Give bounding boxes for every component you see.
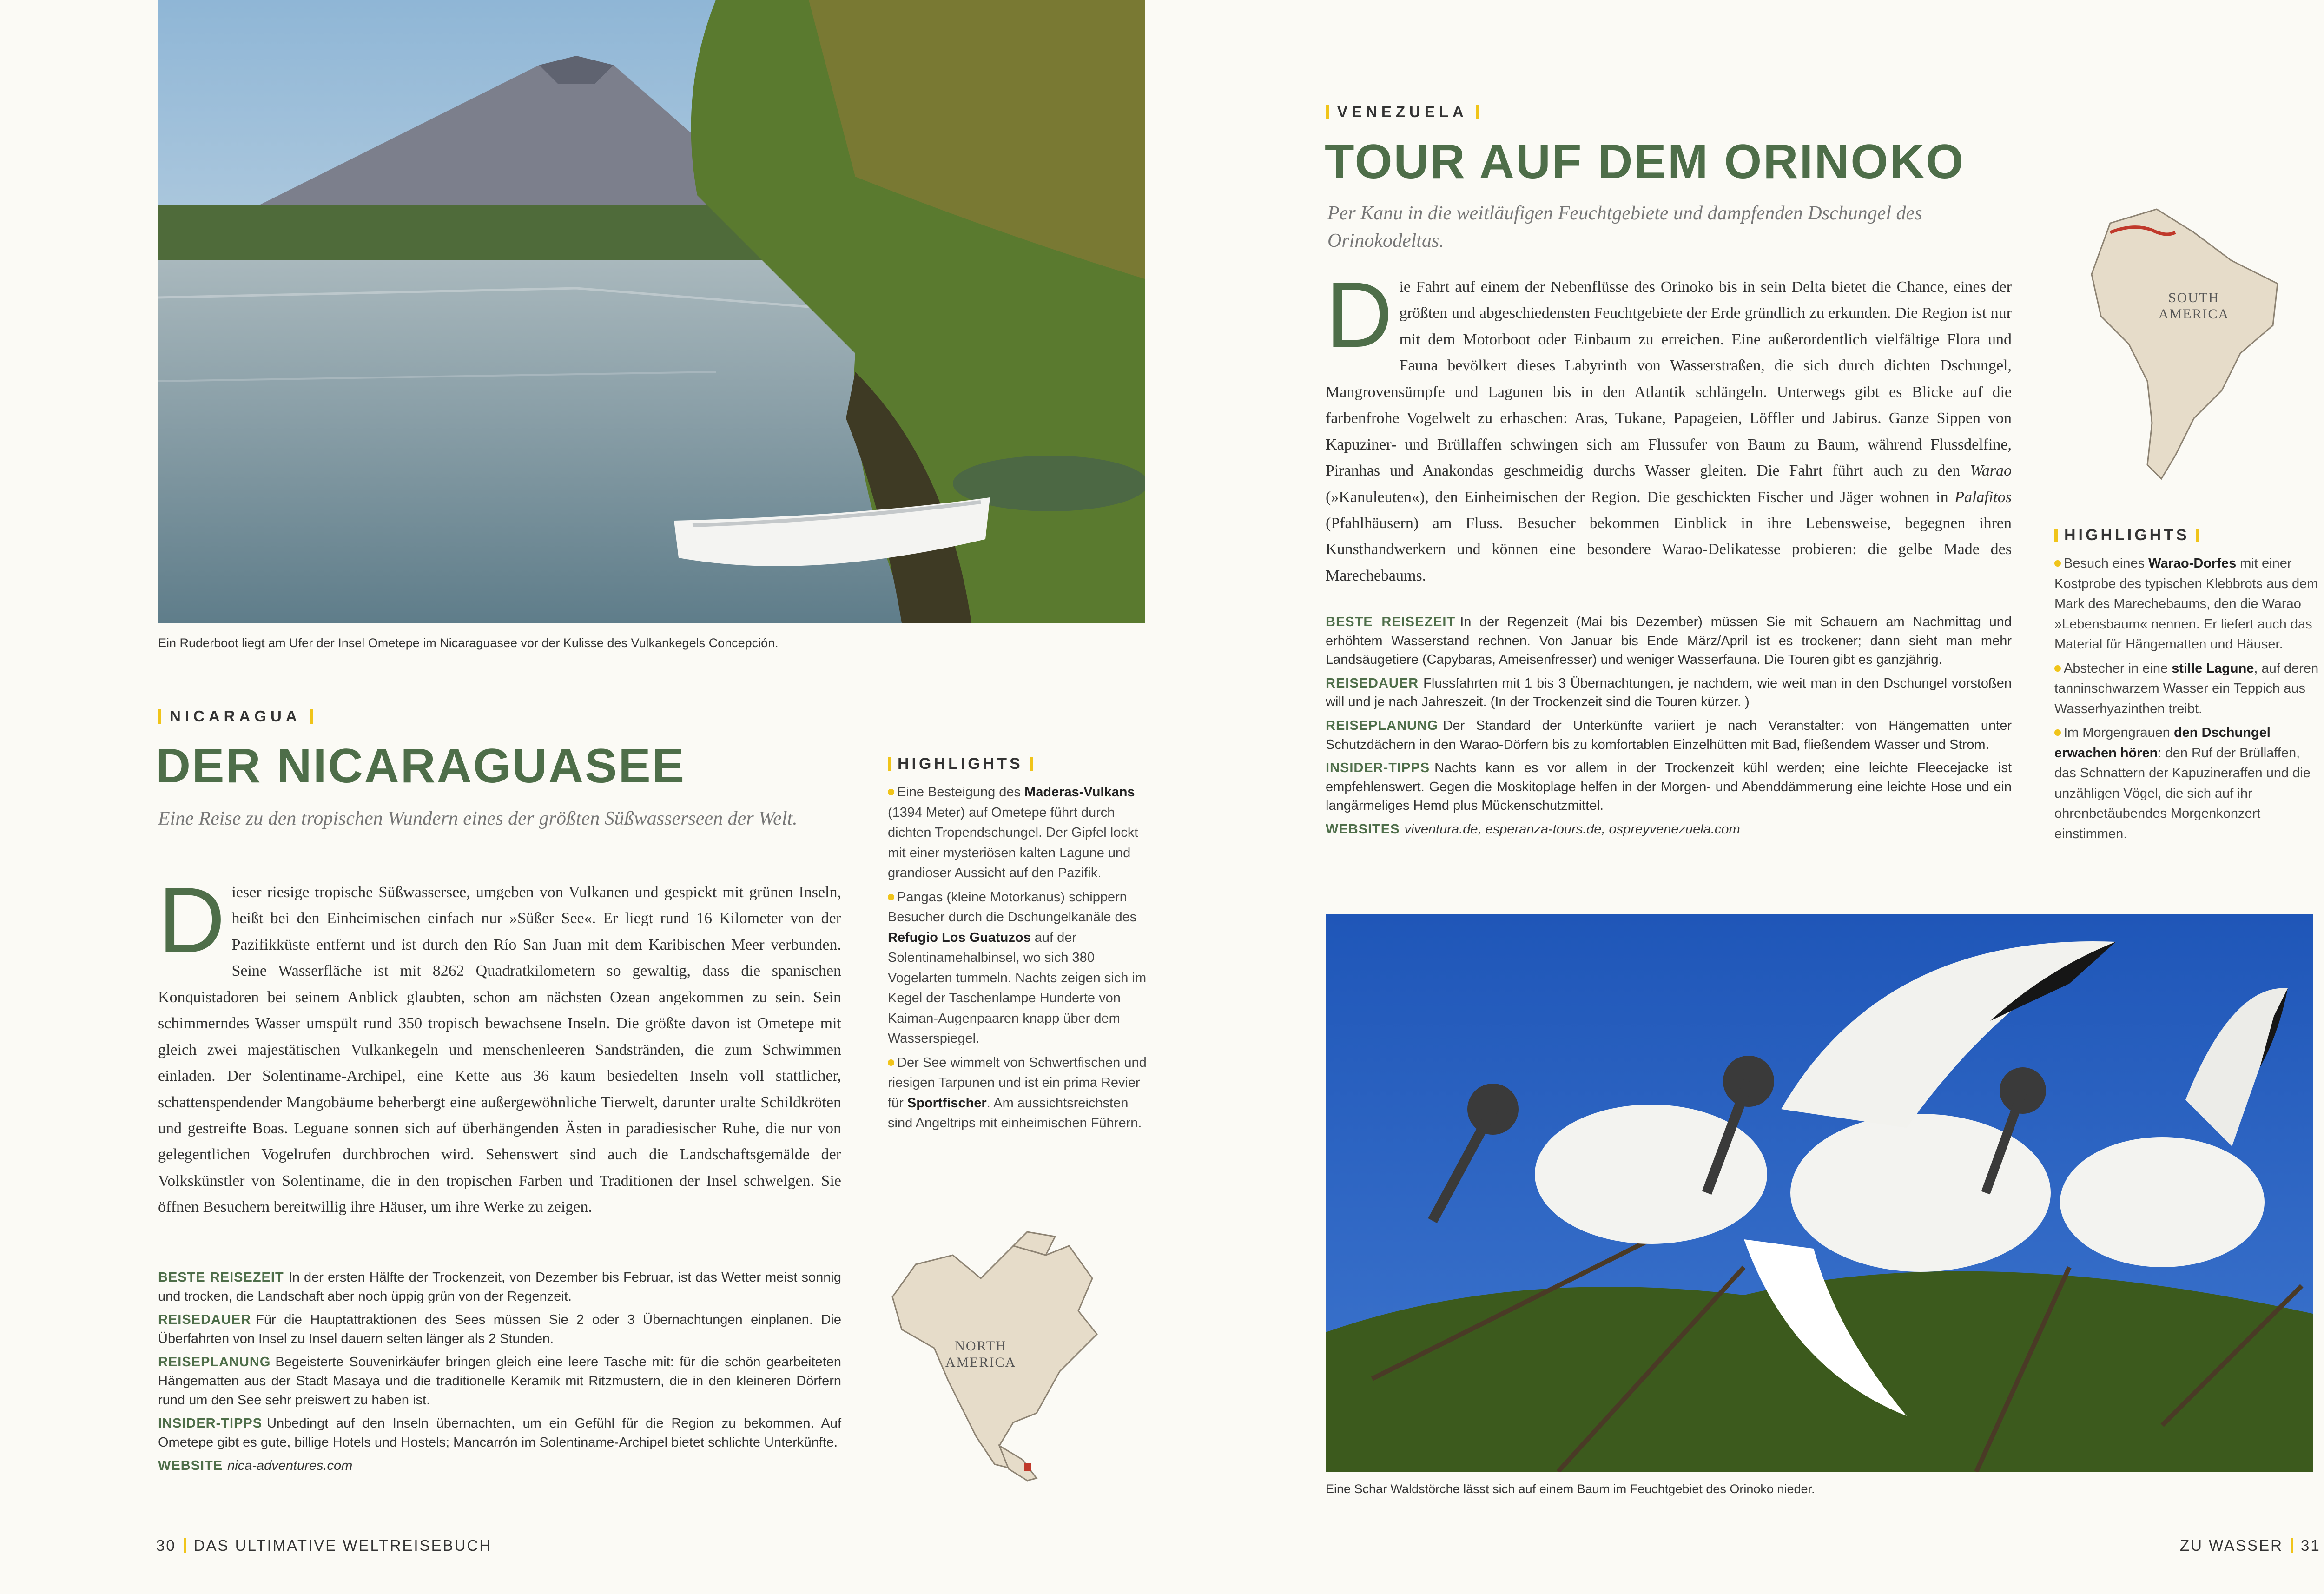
highlight-item: Abstecher in eine stille Lagune, auf deren tanninschwarzem Wasser ein Teppich aus Wasserhyazinthen treibt. — [2054, 661, 2319, 716]
orinoko-dek: Per Kanu in die weitläufigen Feuchtgebiete und dampfenden Dschungel des Orinokodeltas. — [1327, 203, 1922, 251]
map-label-south: SOUTH — [2168, 290, 2220, 305]
bullet-icon — [2054, 665, 2061, 672]
kicker-bar-left — [158, 709, 161, 724]
fact-websites: WEBSITES viventura.de, esperanza-tours.de, ospreyvenezuela.com — [1326, 821, 1740, 837]
nicaragua-body — [158, 868, 841, 1221]
orinoko-facts — [1326, 613, 2012, 844]
map-label-north: NORTH — [955, 1338, 1007, 1354]
highlights-heading: HIGHLIGHTS — [888, 752, 1148, 776]
right-footer — [2180, 1537, 2321, 1554]
fact-beste-reisezeit: BESTE REISEZEIT In der Regenzeit (Mai bis Dezember) müssen Sie mit Schauern am Nachmittag und erhöhtem Wasserstand rechnen. Von Januar bis Ende März/April ist es trockener; dann sieht man mehr Landsäugetiere (Capybaras, Ameisenfresser) und weniger Wasserfauna. Die Touren gibt es ganzjährig. — [1326, 615, 2012, 668]
orinoko-body: Die Fahrt auf einem der Nebenflüsse des Orinoko bis in sein Delta bietet die Chance, eines der größten und abgeschiedensten Feuchtgebiete der Erde gründlich zu erkunden. Die Region ist nur mit dem Motorboot oder Einbaum zu erreichen. Eine außerordentlich vielfältige Flora und Fauna bevölkert dieses Labyrinth von Wasserstraßen, die sich durch dichten Dschungel, Mangrovensümpfe und Lagunen bis in den Atlantik schlängeln. Unterwegs gibt es Blicke auf die farbenfrohe Vogelwelt zu erhaschen: Aras, Tukane, Papageien, Löffler und Jabirus. Ganze Sippen von Kapuziner- und Brüllaffen schwingen sich am Flussufer von Baum zu Baum, während Flussdelfine, Piranhas und Anakondas geschmeidig durchs Wasser gleiten. Die Fahrt führt auch zu den Warao (»Kanuleuten«), den Einheimischen der Region. Die geschickten Fischer und Jäger wohnen in Palafitos (Pfahlhäusern) am Fluss. Besucher bekommen Einblick in ihre Lebensweise, begegnen ihren Kunsthandwerkern und können eine besondere Warao-Delikatesse probieren: die gelbe Made des Marechebaums. — [1326, 263, 2012, 584]
nicaragua-dropcap: D — [158, 868, 225, 972]
highlight-item: Besuch eines Warao-Dorfes mit einer Kostprobe des typischen Klebbrots aus dem Mark des Marechebaums, den die Warao »Lebensbaum« nennen. Er liefert auch das Material für Hängematten und Häuser. — [2054, 556, 2318, 652]
fact-website: WEBSITE nica-adventures.com — [158, 1458, 353, 1474]
map-label-america: AMERICA — [2158, 306, 2230, 322]
nicaragua-kicker — [158, 708, 313, 725]
websites-links[interactable]: viventura.de, esperanza-tours.de, ospreyvenezuela.com — [1404, 821, 1740, 837]
nicaragua-facts — [158, 1268, 841, 1480]
fact-reiseplanung: REISEPLANUNG Der Standard der Unterkünfte variiert je nach Veranstalter: von Hängematten unter Schutzdächern in den Warao-Dörfern bis zu komfortablen Einzelhütten mit Bad, fließendem Wasser und Strom. — [1326, 718, 2012, 752]
north-america-map — [874, 1227, 1134, 1488]
fact-reisedauer: REISEDAUER Für die Hauptattraktionen des Sees müssen Sie 2 oder 3 Übernachtungen einplanen. Die Überfahrten von Insel zu Insel dauern selten länger als 2 Stunden. — [158, 1312, 841, 1346]
highlight-item: Im Morgengrauen den Dschungel erwachen hören: den Ruf der Brüllaffen, das Schnattern der Kapuzineraffen und die unzähligen Vögel, die sich auf ihr ohrenbetäubendes Morgenkonzert einstimmen. — [2054, 725, 2311, 841]
highlight-item: Pangas (kleine Motorkanus) schippern Besucher durch die Dschungelkanäle des Refugio Los Guatuzos auf der Solentinamehalbinsel, wo sich 380 Vogelarten tummeln. Nachts zeigen sich im Kegel der Taschenlampe Hunderte von Kaiman-Augenpaaren knapp über dem Wasserspiegel. — [888, 889, 1147, 1046]
highlight-item: Eine Besteigung des Maderas-Vulkans (1394 Meter) auf Ometepe führt durch dichten Tropendschungel. Der Gipfel lockt mit einer mysteriösen kalten Lagune und grandioser Aussicht auf den Pazifik. — [888, 785, 1138, 880]
orinoko-highlights — [2054, 523, 2319, 848]
orinoko-title: TOUR AUF DEM ORINOKO — [1325, 135, 1965, 189]
nicaragua-kicker-text: NICARAGUA — [170, 708, 301, 725]
left-footer — [156, 1537, 492, 1554]
book-title: DAS ULTIMATIVE WELTREISEBUCH — [193, 1537, 492, 1554]
venezuela-kicker — [1326, 103, 1479, 121]
highlight-item: Der See wimmelt von Schwertfischen und riesigen Tarpunen und ist ein prima Revier für Sportfischer. Am aussichtsreichsten sind Angeltrips mit einheimischen Führern. — [888, 1055, 1147, 1131]
south-america-map — [2054, 205, 2287, 483]
nicaragua-photo — [158, 0, 1145, 623]
bullet-icon — [888, 894, 894, 900]
nicaragua-body-text: ieser riesige tropische Süßwassersee, umgeben von Vulkanen und gespickt mit grünen Inseln, heißt bei den Einheimischen einfach nur »Süßer See«. Er liegt rund 16 Kilometer von der Pazifikküste entfernt und ist durch den Río San Juan mit dem Karibischen Meer verbunden. Seine Wasserfläche ist mit 8262 Quadratkilometern so gewaltig, dass die spanischen Konquistadoren bei seinem Anblick glaubten, schon am nächsten Ozean angekommen zu sein. Sein schimmerndes Wasser umspült rund 350 tropisch bewachsene Inseln. Die größte davon ist Ometepe mit gleich zwei majestätischen Vulkankegeln und menschenleeren Sandstränden, die zum Schwimmen einladen. Der Solentiname-Archipel, eine Kette aus 36 kaum besiedelten Inseln voll stattlicher, schattenspendender Mangobäume beherbergt eine außergewöhnliche Tierwelt, darunter uralte Schildkröten und gestreifte Boas. Leguane sonnen sich auf überhängenden Ästen in paradiesischer Ruhe, die nur von gelegentlichen Vogelrufen durchbrochen wird. Sehenswert sind auch die Landschaftsgemälde der Volkskünstler von Solentiname, die in den tropischen Farben und Traditionen der Insel schwelgen. Sie öffnen Besuchern bereitwillig ihre Häuser, um ihre Werke zu zeigen. — [158, 884, 841, 1216]
bullet-icon — [2054, 560, 2061, 567]
fact-reisedauer: REISEDAUER Flussfahrten mit 1 bis 3 Übernachtungen, je nachdem, wie weit man in den Dschungel vorstoßen will und je nach Jahreszeit. (In der Trockenzeit sind die Touren kürzer. ) — [1326, 675, 2012, 710]
nicaragua-title: DER NICARAGUASEE — [156, 739, 686, 793]
nicaragua-highlights — [888, 752, 1148, 1138]
fact-insider-tipps: INSIDER-TIPPS Unbedingt auf den Inseln übernachten, um ein Gefühl für die Region zu bekommen. Auf Ometepe gibt es gute, billige Hotels und Hostels; Mancarrón im Solentiname-Archipel bietet schlichte Unterkünfte. — [158, 1416, 841, 1450]
page-number-right: 31 — [2300, 1537, 2321, 1554]
section-name: ZU WASSER — [2180, 1537, 2283, 1554]
fact-reiseplanung: REISEPLANUNG Begeisterte Souvenirkäufer bringen gleich eine leere Tasche mit: für die schön gearbeiteten Hängematten aus der Stadt Masaya und die traditionelle Keramik mit Ritzmustern, die in den kleineren Dörfern rund um den See sehr preiswert zu haben ist. — [158, 1355, 841, 1408]
fact-insider-tipps: INSIDER-TIPPS Nachts kann es vor allem in der Trockenzeit kühl werden; eine leichte Fleecejacke ist empfehlenswert. Gegen die Moskitoplage helfen in der Morgen- und Abenddämmerung eine leichte Hose und ein langärmeliges Hemd plus Mückenschutzmittel. — [1326, 761, 2012, 814]
nicaragua-photo-caption: Ein Ruderboot liegt am Ufer der Insel Ometepe im Nicaraguasee vor der Kulisse des Vulkankegels Concepción. — [158, 636, 779, 650]
venezuela-kicker-text: VENEZUELA — [1337, 103, 1468, 120]
storks-photo-caption: Eine Schar Waldstörche lässt sich auf einem Baum im Feuchtgebiet des Orinoko nieder. — [1326, 1482, 1815, 1496]
kicker-bar-right — [310, 709, 313, 724]
map-label-america: AMERICA — [945, 1355, 1017, 1370]
website-link[interactable]: nica-adventures.com — [227, 1458, 353, 1474]
highlights-heading: HIGHLIGHTS — [2054, 523, 2319, 547]
page-number-left: 30 — [156, 1537, 176, 1554]
bullet-icon — [2054, 729, 2061, 736]
storks-photo — [1326, 914, 2313, 1472]
bullet-icon — [888, 1059, 894, 1066]
fact-beste-reisezeit: BESTE REISEZEIT In der ersten Hälfte der Trockenzeit, von Dezember bis Februar, ist das Wetter meist sonnig und trocken, die Landschaft aber noch üppig grün von der Regenzeit. — [158, 1270, 841, 1304]
bullet-icon — [888, 789, 894, 795]
orinoko-dropcap: D — [1326, 263, 1393, 367]
nicaragua-dek: Eine Reise zu den tropischen Wundern eines der größten Süßwasserseen der Welt. — [158, 808, 798, 829]
